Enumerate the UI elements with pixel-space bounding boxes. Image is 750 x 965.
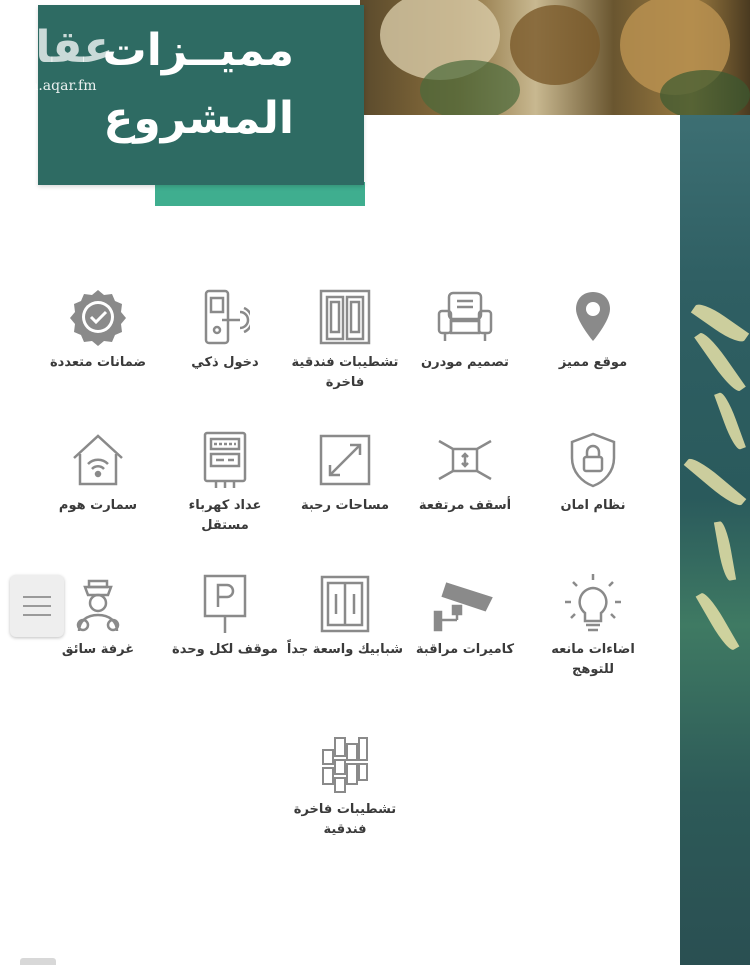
driver-icon (66, 572, 130, 636)
window-icon (313, 572, 377, 636)
feature-anti-glare-lights (533, 572, 653, 680)
check-badge-icon (66, 285, 130, 349)
hamburger-menu-icon (23, 596, 51, 598)
page-title-line2: المشروع (103, 93, 294, 144)
location-pin-icon (561, 285, 625, 349)
smart-home-wifi-icon (66, 428, 130, 492)
feature-label: تصميم مودرن (421, 355, 509, 370)
feature-label: دخول ذكي (191, 355, 259, 370)
feature-spacious-areas (285, 428, 405, 516)
watermark-url: a.aqar.fm (30, 78, 97, 94)
resize-arrow-icon (313, 428, 377, 492)
feature-guarantees (38, 285, 158, 373)
shield-lock-icon (561, 428, 625, 492)
feature-label: تشطيبات فندقية فاخرة (291, 355, 399, 390)
cctv-camera-icon (433, 572, 497, 636)
feature-modern-design (405, 285, 525, 373)
feature-label: تشطيبات فاخرة فندقية (293, 802, 397, 837)
feature-label: مساحات رحبة (300, 498, 390, 513)
double-door-icon (313, 285, 377, 349)
feature-high-ceilings (405, 428, 525, 516)
feature-cameras (405, 572, 525, 660)
feature-large-windows (285, 572, 405, 660)
feature-luxury-finishes (285, 285, 405, 393)
header-photo (360, 0, 750, 115)
title-accent-bar (155, 182, 365, 206)
feature-parking (165, 572, 285, 660)
feature-label: موقف لكل وحدة (172, 642, 278, 657)
background-foliage (680, 115, 750, 965)
feature-label: ضمانات متعددة (49, 355, 147, 370)
feature-label: عداد كهرباء مستقل (188, 498, 262, 533)
feature-smart-entry (165, 285, 285, 373)
feature-hotel-finishes (285, 732, 405, 840)
feature-location (533, 285, 653, 373)
parking-sign-icon (193, 572, 257, 636)
armchair-icon (433, 285, 497, 349)
watermark-logo: عقار (10, 22, 114, 73)
feature-smart-home (38, 428, 158, 516)
ceiling-height-icon (433, 428, 497, 492)
feature-label: نظام امان (560, 498, 626, 513)
bottom-handle (20, 958, 56, 965)
hamburger-menu-button[interactable] (10, 575, 64, 637)
feature-electric-meter (165, 428, 285, 536)
feature-label: موقع مميز (558, 355, 628, 370)
smart-lock-icon (193, 285, 257, 349)
electric-meter-icon (193, 428, 257, 492)
feature-label: سمارت هوم (58, 498, 138, 513)
feature-label: كاميرات مراقبة (415, 642, 515, 657)
page-title-line1: مميــزات (102, 25, 294, 76)
feature-label: اضاءات مانعه للتوهج (551, 642, 635, 677)
feature-security (533, 428, 653, 516)
feature-label: غرفة سائق (61, 642, 135, 657)
feature-label: شبابيك واسعة جداً (286, 642, 404, 657)
feature-label: أسقف مرتفعة (418, 498, 512, 513)
light-bulb-icon (561, 572, 625, 636)
tiles-icon (313, 732, 377, 796)
